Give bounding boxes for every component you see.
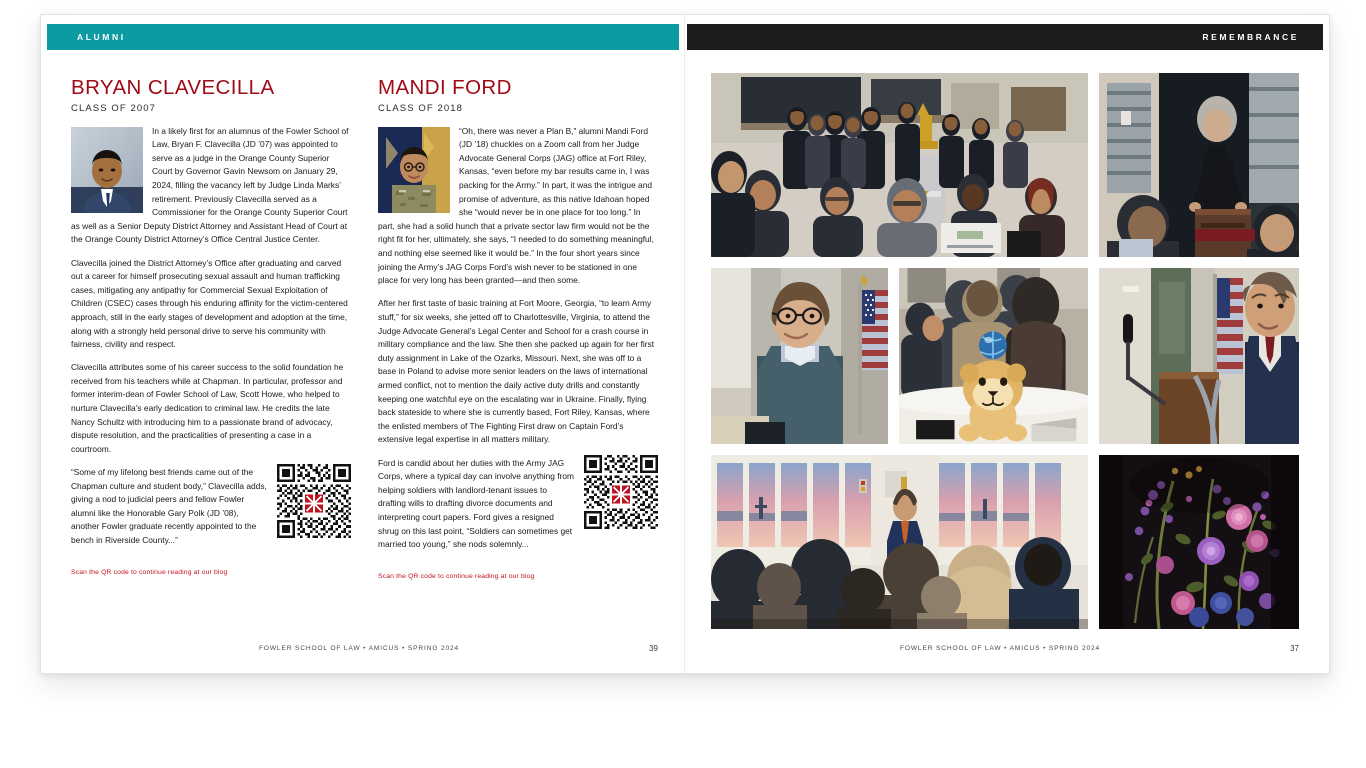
article-mandi-ford bbox=[378, 65, 658, 631]
portrait-mandi-ford-image bbox=[378, 127, 450, 213]
footer-page-number: 39 bbox=[649, 644, 658, 653]
footer-publication-line: FOWLER SCHOOL OF LAW • AMICUS • SPRING 2024 bbox=[259, 645, 460, 652]
article-paragraph-text: “Oh, there was never a Plan B,” alumni Mandi Ford (JD ’18) chuckles on a Zoom call from her Judge Advocate General Corps (JAG) office at Fort Riley, Kansas, “even before my bar results came in, I was packing for the Army.” In part, it was the intrigue and promise of adventure, as this native Idahoan hoped she “would never be in one place for too long.” In part, she had a solid hunch that a private sector law firm would not be the right fit for her, ultimately, she says, “I needed to do something meaningful, and nothing else seemed like it would be.” In the four short years since joining the Army’s JAG Corps Ford’s wish never to be stationed in one place for very long has been granted—and then some. bbox=[378, 125, 654, 286]
running-header-alumni bbox=[47, 24, 679, 50]
qr-block bbox=[378, 457, 658, 581]
article-subtitle: CLASS OF 2007 bbox=[71, 102, 157, 114]
photo-row-middle bbox=[711, 268, 1299, 444]
left-page-footer bbox=[41, 644, 684, 656]
photo-lion-plush-on-banquet-table bbox=[899, 268, 1088, 444]
qr-caption: Scan the QR code to continue reading at our blog bbox=[378, 573, 535, 581]
article-paragraph-1 bbox=[71, 125, 351, 247]
running-header-label: ALUMNI bbox=[77, 32, 126, 42]
right-page bbox=[685, 15, 1329, 673]
article-paragraph-2: Clavecilla joined the District Attorney’s Office after graduating and carved out a career for himself prosecuting sexual assault and human trafficking cases, mitigating any antipathy for Commercial Sexual Exploitation of Children (CSEC) cases through his enduring affinity for the victim-centered approach, still in the early stages of development and adoption at the time, along with a strongly held personal drive to serve his community with fairness, civility and respect. bbox=[71, 257, 348, 350]
photo-audience-awards-ceremony bbox=[711, 73, 1088, 257]
article-title: MANDI FORD bbox=[378, 76, 512, 99]
photo-audience-watching-speaker-at-sunset bbox=[711, 455, 1088, 629]
article-paragraph-4: “Some of my lifelong best friends came out of the Chapman culture and student body,” Clavecilla adds, giving a nod to judicial peers and fellow Fowler alumni like the Honorable Gary Polk (JD ’08), another Fowler graduate recently appointed to the bench in Riverside County...” bbox=[71, 467, 267, 546]
photo-woman-speaking-at-podium bbox=[1099, 73, 1299, 257]
qr-code-icon[interactable] bbox=[277, 464, 351, 538]
remembrance-photo-grid bbox=[711, 73, 1305, 631]
right-page-footer bbox=[685, 644, 1329, 656]
article-paragraph-3: Clavecilla attributes some of his career success to the solid foundation he received from his teachers while at Chapman. In particular, professor and former interim-dean of Fowler School of Law, Scott Howe, who helped to nurture Clavecilla’s early dedication to criminal law. He credits the late Nancy Schultz with introducing him to a passionate brand of advocacy, dispute resolution, and the practicalities of presenting a case in a courtroom. bbox=[71, 362, 344, 454]
left-page bbox=[41, 15, 685, 673]
article-bryan-clavecilla bbox=[71, 65, 351, 631]
qr-code-icon[interactable] bbox=[584, 455, 658, 529]
qr-block bbox=[71, 466, 351, 576]
article-paragraph-3: Ford is candid about her duties with the Army JAG Corps, where a typical day can involve anything from helping soldiers with landlord-tenant issues to drafting wills to drafting divorce documents and interpreting court papers. Ford gives a resigned shrug on this last point, “Soldiers can sometimes get married too young,” she nods solemnly... bbox=[378, 457, 574, 550]
magazine-spread bbox=[40, 14, 1330, 674]
portrait-bryan-clavecilla-image bbox=[71, 127, 143, 213]
running-header-remembrance bbox=[687, 24, 1323, 50]
qr-caption: Scan the QR code to continue reading at our blog bbox=[71, 569, 228, 577]
photo-man-in-glasses-with-flag bbox=[711, 268, 888, 444]
photo-man-speaking-at-microphone bbox=[1099, 268, 1299, 444]
article-subtitle: CLASS OF 2018 bbox=[378, 102, 464, 114]
article-paragraph-text: In a likely first for an alumnus of the Fowler School of Law, Bryan F. Clavecilla (JD ’07) was appointed to serve as a judge in the Orange County Superior Court by Governor Gavin Newsom on January 29, 2024, filling the vacancy left by Judge Linda Marks’ retirement. Previously Clavecilla served as a Commissioner for the Orange County Superior Court as well as a Senior Deputy District Attorney and Assistant Head of Court at the Orange County District Attorney’s Office Central Justice Center. bbox=[71, 125, 349, 245]
photo-floral-arrangement bbox=[1099, 455, 1299, 629]
footer-page-number: 37 bbox=[1290, 644, 1299, 653]
footer-publication-line: FOWLER SCHOOL OF LAW • AMICUS • SPRING 2024 bbox=[900, 645, 1101, 652]
running-header-label: REMEMBRANCE bbox=[1202, 32, 1299, 42]
article-paragraph-2: After her first taste of basic training at Fort Moore, Georgia, “to learn Army stuff,” for six weeks, she jetted off to Charlottesville, Virginia, to attend the Judge Advocate General’s Legal Center and School for a crash course in military compliance and the law. She then she packed up again for her first duty assignment in Lake of the Ozarks, Missouri. Next, she was off to a base in Poland to advise more senior leaders on the laws of international armed conflict, not to mention the daily active duty drills and constantly keeping one watchful eye on the escalating war in Ukraine. Finally, flying back stateside to where she is currently based, Fort Riley, Kansas, where the enlisted members of The Fighting First draw on Captain Ford’s extensive legal expertise in all matters military. bbox=[378, 298, 655, 445]
left-page-columns bbox=[71, 65, 658, 631]
article-title: BRYAN CLAVECILLA bbox=[71, 76, 275, 99]
article-paragraph-1 bbox=[378, 125, 658, 288]
